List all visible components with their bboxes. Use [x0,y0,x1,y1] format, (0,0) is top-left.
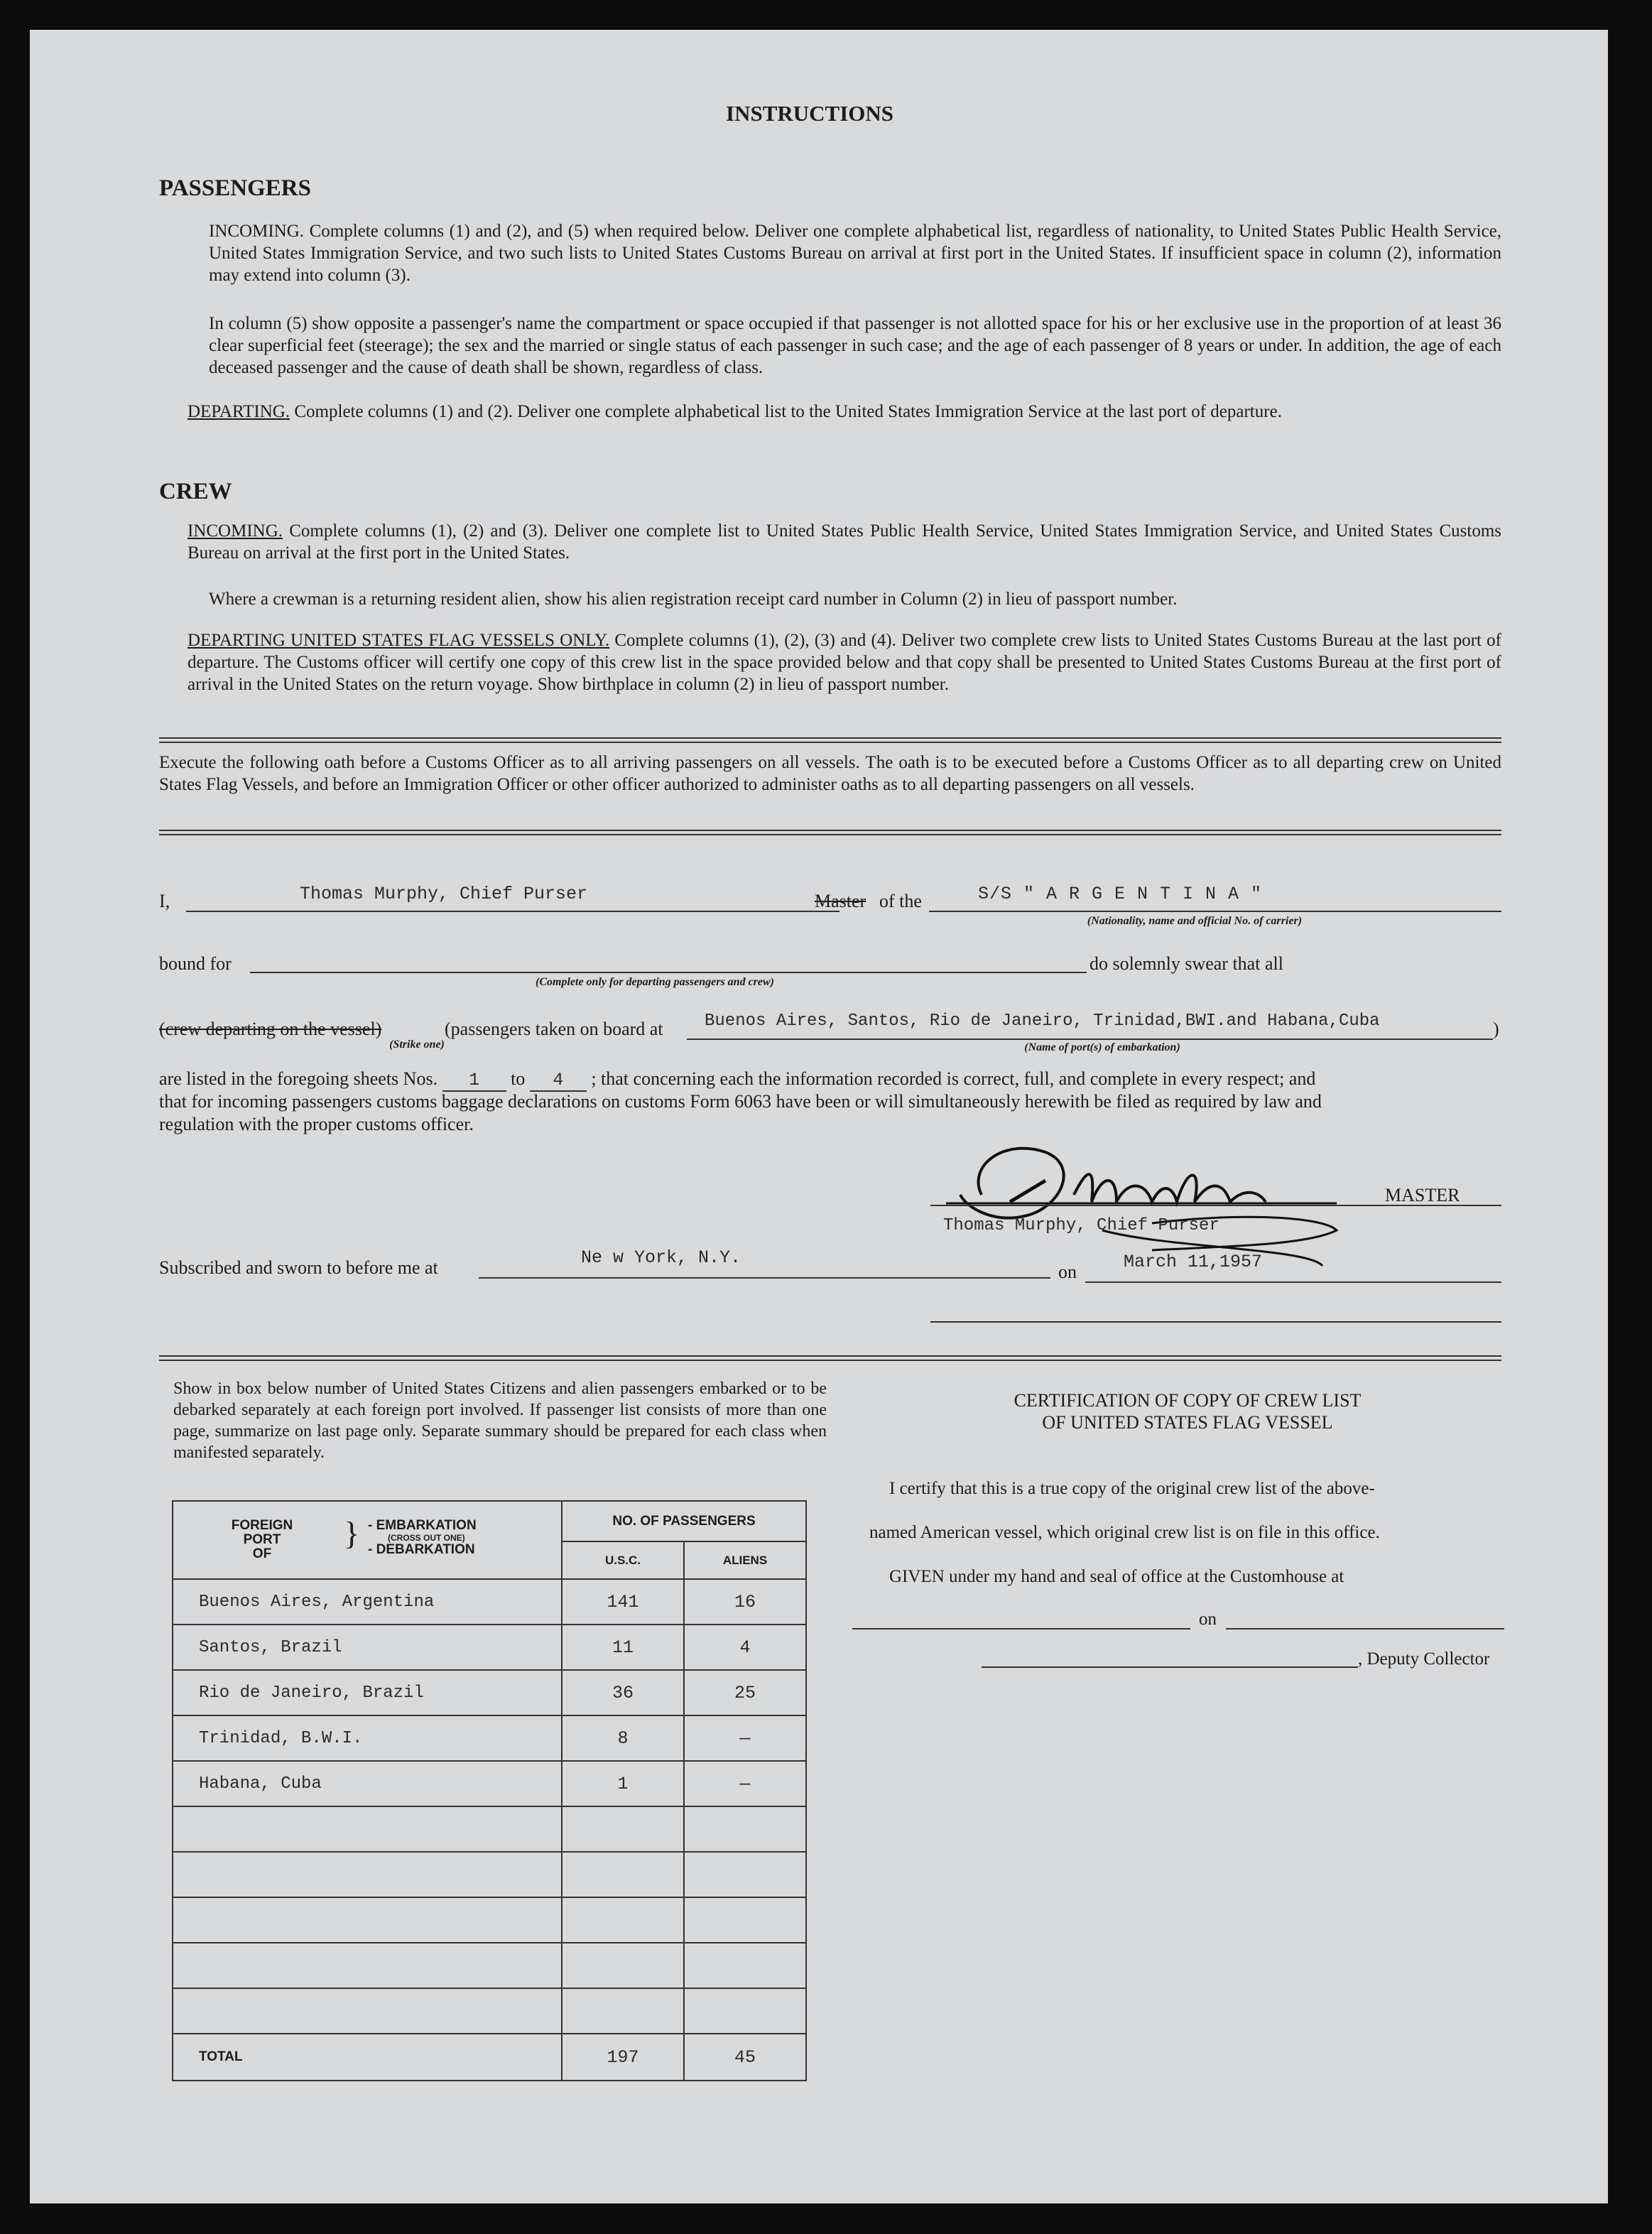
departing-label: DEPARTING. [188,402,290,421]
port-header-cell [173,1501,562,1579]
ports-caption: (Name of port(s) of embarkation) [1024,1041,1180,1053]
passengers-departing-paragraph [188,401,1501,423]
master-label: Master [815,891,866,911]
divider [159,830,1501,835]
port-cell: Rio de Janeiro, Brazil [173,1670,562,1715]
certification-title [868,1389,1507,1433]
listed-line3: regulation with the proper customs officer. [159,1114,474,1134]
i-label: I, [159,891,170,911]
usc-cell [562,1806,684,1852]
embark-label: - EMBARKATION [368,1518,477,1533]
aliens-cell: 16 [684,1579,806,1625]
crew-strike: (crew departing on the vessel) [159,1019,382,1039]
divider [159,737,1501,743]
usc-cell: 8 [562,1715,684,1761]
vessel-line [929,911,1501,912]
crew-heading: CREW [159,479,232,504]
master-signature-label: MASTER [1385,1185,1460,1205]
typed-signer: Thomas Murphy, Chief Purser [943,1216,1219,1235]
port-cell [173,1988,562,2034]
ports-value: Buenos Aires, Santos, Rio de Janeiro, Trinidad,BWI.and Habana,Cuba [705,1012,1380,1031]
table-row [173,1670,806,1715]
bound-caption: (Complete only for departing passengers and crew) [536,976,774,988]
table-row [173,1715,806,1761]
no-passengers-header: NO. OF PASSENGERS [562,1501,806,1541]
on-label: on [1058,1262,1077,1282]
port-header-of: OF [252,1546,272,1561]
departing-text: Complete columns (1) and (2). Deliver one complete alphabetical list to the United States Immigration Service at the last port of departure. [294,402,1282,421]
sworn-place-line [479,1277,1050,1279]
passenger-summary-table [172,1500,807,2081]
port-cell [173,1943,562,1988]
name-line [186,911,839,912]
aliens-cell: 4 [684,1625,806,1670]
swear-text: do solemnly swear that all [1087,953,1283,975]
crew-incoming-text: Complete columns (1), (2) and (3). Deliver one complete list to United States Public Health Service, United States Immigration Service, and United States Customs Bureau on arrival at the first port in the United States. [188,521,1501,563]
bound-for-line [250,972,1102,973]
aliens-cell: 25 [684,1670,806,1715]
divider [159,1355,1501,1361]
crew-resident-paragraph: Where a crewman is a returning resident alien, show his alien registration receipt card number in Column (2) in lieu of passport number. [209,590,1178,609]
certify-line1: I certify that this is a true copy of the original crew list of the above- [889,1479,1375,1498]
usc-cell: 36 [562,1670,684,1715]
crew-departing-label: DEPARTING UNITED STATES FLAG VESSELS ONLY. [188,631,610,650]
deputy-collector-label: , Deputy Collector [1358,1649,1490,1669]
passengers-incoming-paragraph [209,220,1501,286]
aliens-cell: — [684,1715,806,1761]
usc-cell: 11 [562,1625,684,1670]
cross-out-note: (CROSS OUT ONE) [388,1533,465,1543]
subscribed-label: Subscribed and sworn to before me at [159,1257,438,1278]
listed-suffix: ; that concerning each the information recorded is correct, full, and complete in every respect; and [591,1068,1316,1089]
usc-cell [562,1988,684,2034]
sworn-date-line [1085,1281,1501,1283]
of-the-label: of the [879,891,922,911]
passengers-taken: (passengers taken on board at [445,1019,663,1039]
aliens-header: ALIENS [684,1541,806,1579]
port-cell [173,1806,562,1852]
usc-cell: 1 [562,1761,684,1806]
debark-label: - DEBARKATION [368,1542,475,1557]
aliens-cell [684,1897,806,1943]
strike-caption: (Strike one) [389,1039,445,1051]
bound-for-label: bound for [159,953,232,974]
passengers-heading: PASSENGERS [159,175,311,201]
port-header-foreign: FOREIGN [231,1518,293,1533]
table-row [173,1625,806,1670]
aliens-cell [684,1988,806,2034]
certification-title-line1: CERTIFICATION OF COPY OF CREW LIST [1014,1390,1362,1411]
listed-prefix: are listed in the foregoing sheets Nos. [159,1068,438,1089]
cert-on-label: on [1199,1610,1217,1629]
total-usc: 197 [562,2034,684,2081]
aliens-cell: — [684,1761,806,1806]
crew-incoming-paragraph [188,520,1501,564]
brace-icon: } [344,1515,360,1551]
incoming-text: Complete columns (1) and (2), and (5) when required below. Deliver one complete alphabetical list, regardless of nationality, to United States Public Health Service, United States Immigration Service, and two such lists to United States Customs Bureau on arrival at first port in the United States. If insufficient space in column (2), information may extend into column (3). [209,222,1502,285]
usc-cell [562,1943,684,1988]
name-value: Thomas Murphy, Chief Purser [300,884,588,904]
usc-header: U.S.C. [562,1541,684,1579]
total-label: TOTAL [173,2034,562,2081]
aliens-cell [684,1806,806,1852]
crew-incoming-label: INCOMING. [188,521,283,541]
document-page [30,30,1608,2203]
given-line: GIVEN under my hand and seal of office at the Customhouse at [889,1567,1344,1586]
officer-signature-line [930,1321,1501,1323]
table-row [173,1988,806,2034]
port-cell: Santos, Brazil [173,1625,562,1670]
table-row [173,1761,806,1806]
ports-line [687,1039,1493,1040]
total-aliens: 45 [684,2034,806,2081]
usc-cell [562,1897,684,1943]
port-cell: Buenos Aires, Argentina [173,1579,562,1625]
column5-paragraph: In column (5) show opposite a passenger's name the compartment or space occupied if that passenger is not allotted space for his or her exclusive use in the proportion of at least 36 clear superficial feet (steerage); the sex and the married or single status of each passenger in such case; and the age of each passenger of 8 years or under. In addition, the age of each deceased passenger and the cause of death shall be shown, regardless of class. [209,314,1501,377]
usc-cell: 141 [562,1579,684,1625]
table-row [173,1852,806,1897]
certification-title-line2: OF UNITED STATES FLAG VESSEL [1042,1412,1333,1433]
table-row [173,1943,806,1988]
summary-note: Show in box below number of United States Citizens and alien passengers embarked or to be debarked separately at each foreign port involved. If passenger list consists of more than one page, summarize on last page only. Separate summary should be prepared for each class when manifested separately. [173,1379,827,1462]
vessel-caption: (Nationality, name and official No. of carrier) [1087,915,1303,927]
port-header-port: PORT [243,1532,281,1547]
sworn-place: Ne w York, N.Y. [581,1247,741,1268]
port-cell [173,1897,562,1943]
handwritten-signature [939,1124,1365,1273]
table-row [173,1579,806,1625]
to-label: to [511,1068,526,1089]
oath-intro: Execute the following oath before a Customs Officer as to all arriving passengers on all vessels. The oath is to be executed before a Customs Officer as to all departing crew on United States Flag Vessels, and before an Immigration Officer or other officer authorized to administer oaths as to all departing passengers on all vessels. [159,753,1501,794]
usc-cell [562,1852,684,1897]
certify-line2: named American vessel, which original crew list is on file in this office. [869,1523,1380,1542]
cert-date-line [1226,1628,1504,1630]
sheet-to: 4 [530,1070,587,1092]
vessel-value: S/S " A R G E N T I N A " [978,884,1263,904]
listed-line2: that for incoming passengers customs baggage declarations on customs Form 6063 have been or will simultaneously herewith be filed as required by law and [159,1091,1322,1112]
incoming-label: INCOMING. [209,222,305,241]
listed-line1 [159,1068,1501,1092]
port-cell [173,1852,562,1897]
table-row [173,1806,806,1852]
crew-departing-text: Complete columns (1), (2), (3) and (4). Deliver two complete crew lists to United States Customs Bureau at the last port of departure. The Customs officer will certify one copy of this crew list in the space provided below and that copy shall be presented to United States Customs Bureau at the first port of arrival in the United States on the return voyage. Show birthplace in column (2) in lieu of passport number. [188,631,1501,694]
sheet-from: 1 [442,1070,506,1092]
ports-close: ) [1493,1019,1499,1039]
deputy-line [982,1666,1358,1668]
table-row [173,1897,806,1943]
customhouse-line [852,1628,1190,1630]
crew-departing-paragraph [188,629,1501,695]
page-title: INSTRUCTIONS [726,101,894,126]
port-cell: Habana, Cuba [173,1761,562,1806]
port-cell: Trinidad, B.W.I. [173,1715,562,1761]
sworn-date: March 11,1957 [1124,1252,1263,1272]
aliens-cell [684,1943,806,1988]
aliens-cell [684,1852,806,1897]
